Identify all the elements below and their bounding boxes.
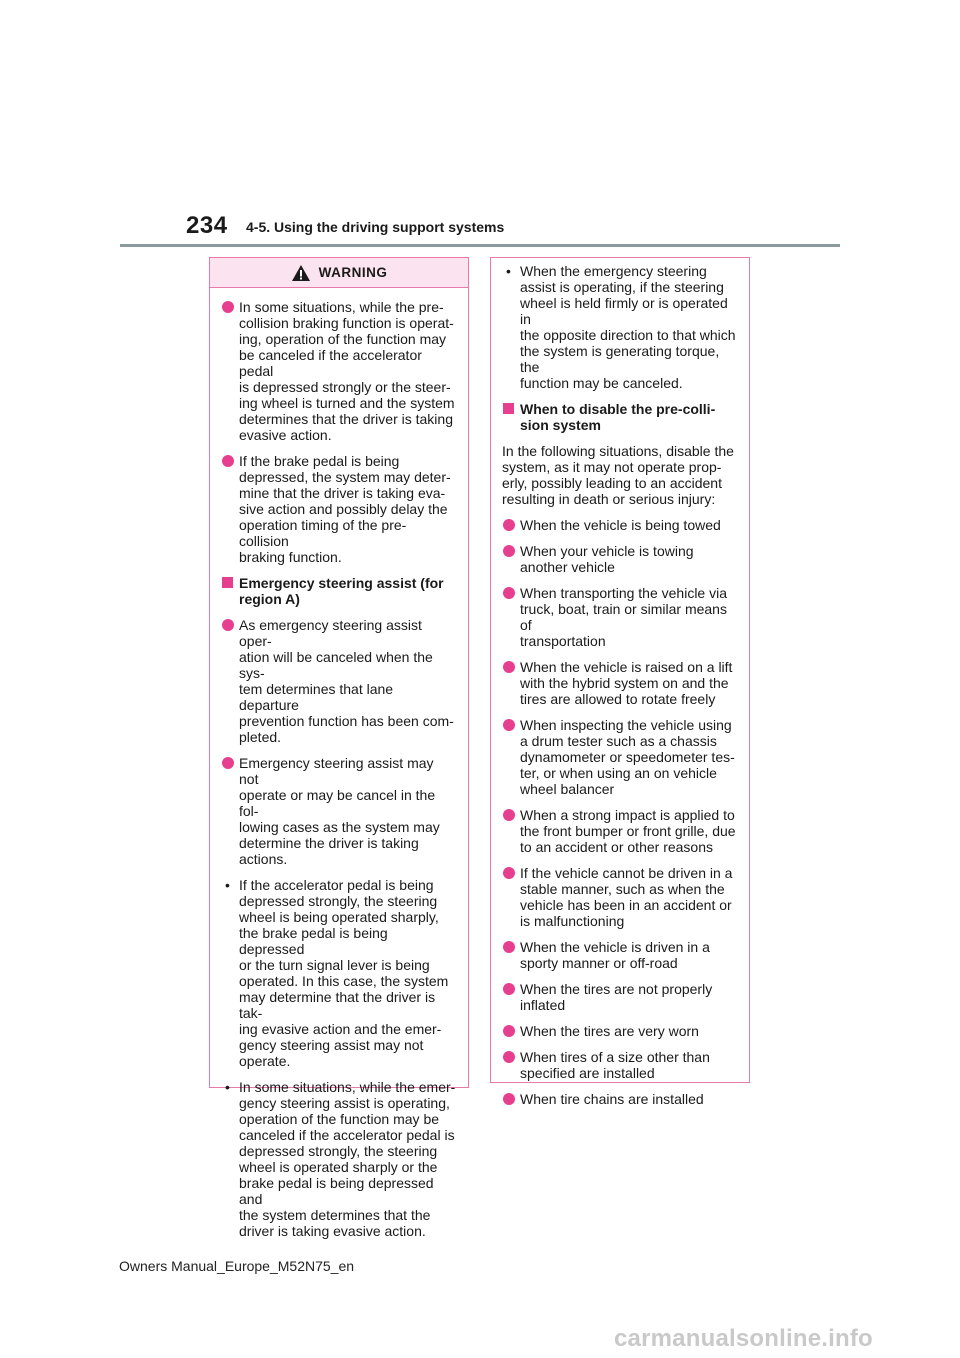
bullet-item <box>502 939 737 971</box>
item-text: If the vehicle cannot be driven in a stable manner, such as when the vehicle has been in an accident or is malfunctioning <box>520 865 733 929</box>
bullet-dot-icon <box>503 1051 515 1063</box>
warning-box-left <box>209 257 469 1239</box>
square-bullet-icon <box>503 403 514 414</box>
bullet-item <box>221 299 456 443</box>
warning-title: WARNING <box>318 264 388 280</box>
bullet-dot-icon <box>222 619 234 631</box>
square-bullet-icon <box>222 577 233 588</box>
bullet-dot-icon <box>503 1093 515 1105</box>
item-text: When tires of a size other than specified are installed <box>520 1049 710 1081</box>
warning-box-right <box>490 257 750 1107</box>
subheading <box>502 401 737 433</box>
sub-bullet-item <box>221 1079 456 1239</box>
bullet-item <box>502 659 737 707</box>
small-bullet-icon: • <box>506 263 511 279</box>
bullet-dot-icon <box>503 545 515 557</box>
warning-triangle-icon <box>291 264 311 282</box>
bullet-dot-icon <box>503 983 515 995</box>
bullet-dot-icon <box>222 455 234 467</box>
paragraph <box>502 443 737 507</box>
bullet-dot-icon <box>503 1025 515 1037</box>
footer-doc-id: Owners Manual_Europe_M52N75_en <box>119 1258 355 1274</box>
page-number: 234 <box>186 212 228 239</box>
item-text: When your vehicle is towing another vehicle <box>520 543 694 575</box>
item-text: When the vehicle is raised on a lift with the hybrid system on and the tires are allowed to rotate freely <box>520 659 733 707</box>
subheading <box>221 575 456 607</box>
item-text: When the vehicle is driven in a sporty manner or off-road <box>520 939 710 971</box>
item-text: When the tires are very worn <box>520 1023 699 1039</box>
bullet-item <box>502 1023 737 1039</box>
item-text: When tire chains are installed <box>520 1091 704 1107</box>
item-text: When to disable the pre-colli- sion system <box>520 401 716 433</box>
bullet-item <box>221 617 456 745</box>
bullet-item <box>221 755 456 867</box>
small-bullet-icon: • <box>225 1079 230 1095</box>
bullet-dot-icon <box>503 587 515 599</box>
item-text: When transporting the vehicle via truck, boat, train or similar means of transportation <box>520 585 727 649</box>
header-divider <box>120 244 840 247</box>
item-text: If the brake pedal is being depressed, the system may deter- mine that the driver is taking eva- sive action and possibly delay the operation timing of the pre-collision braking function. <box>239 453 451 565</box>
bullet-dot-icon <box>503 719 515 731</box>
sub-bullet-item <box>502 263 737 391</box>
item-text: If the accelerator pedal is being depressed strongly, the steering wheel is being operated sharply, the brake pedal is being depressed or the turn signal lever is being operated. In this case, the system may determine that the driver is tak- ing evasive action and the emer- gency steering assist may not operate. <box>239 877 449 1069</box>
bullet-item <box>502 981 737 1013</box>
section-title: 4-5. Using the driving support systems <box>246 219 505 235</box>
bullet-item <box>221 453 456 565</box>
item-text: When the tires are not properly inflated <box>520 981 713 1013</box>
item-text: As emergency steering assist oper- ation will be canceled when the sys- tem determines that lane departure prevention function has been com- pleted. <box>239 617 454 745</box>
item-text: In some situations, while the pre- collision braking function is operat- ing, operation of the function may be canceled if the accelerator pedal is depressed strongly or the steer- ing wheel is turned and the system determines that the driver is taking evasive action. <box>239 299 455 443</box>
bullet-item <box>502 865 737 929</box>
bullet-dot-icon <box>503 941 515 953</box>
bullet-item <box>502 585 737 649</box>
warning-content-right <box>491 258 749 1127</box>
bullet-item <box>502 1049 737 1081</box>
bullet-dot-icon <box>222 757 234 769</box>
item-text: When inspecting the vehicle using a drum tester such as a chassis dynamometer or speedometer tes- ter, or when using an on vehicle wheel balancer <box>520 717 735 797</box>
bullet-item <box>502 807 737 855</box>
bullet-item <box>502 1091 737 1107</box>
warning-content-left <box>210 288 468 1259</box>
bullet-dot-icon <box>503 661 515 673</box>
bullet-dot-icon <box>222 301 234 313</box>
watermark: carmanualsonline.info <box>614 1325 873 1352</box>
bullet-dot-icon <box>503 519 515 531</box>
warning-header <box>210 258 468 288</box>
bullet-dot-icon <box>503 867 515 879</box>
item-text: When a strong impact is applied to the front bumper or front grille, due to an accident or other reasons <box>520 807 736 855</box>
item-text: When the vehicle is being towed <box>520 517 721 533</box>
item-text: When the emergency steering assist is operating, if the steering wheel is held firmly or is operated in the opposite direction to that which the system is generating torque, the function may be canceled. <box>520 263 736 391</box>
bullet-dot-icon <box>503 809 515 821</box>
bullet-item <box>502 517 737 533</box>
bullet-item <box>502 543 737 575</box>
item-text: In some situations, while the emer- gency steering assist is operating, operation of the function may be canceled if the accelerator pedal is depressed strongly, the steering wheel is operated sharply or the brake pedal is being depressed and the system determines that the driver is taking evasive action. <box>239 1079 456 1239</box>
item-text: Emergency steering assist (for region A) <box>239 575 444 607</box>
small-bullet-icon: • <box>225 877 230 893</box>
item-text: Emergency steering assist may not operate or may be cancel in the fol- lowing cases as the system may determine the driver is taking actions. <box>239 755 440 867</box>
sub-bullet-item <box>221 877 456 1069</box>
bullet-item <box>502 717 737 797</box>
item-text: In the following situations, disable the system, as it may not operate prop- erly, possibly leading to an accident resulting in death or serious injury: <box>502 443 734 507</box>
